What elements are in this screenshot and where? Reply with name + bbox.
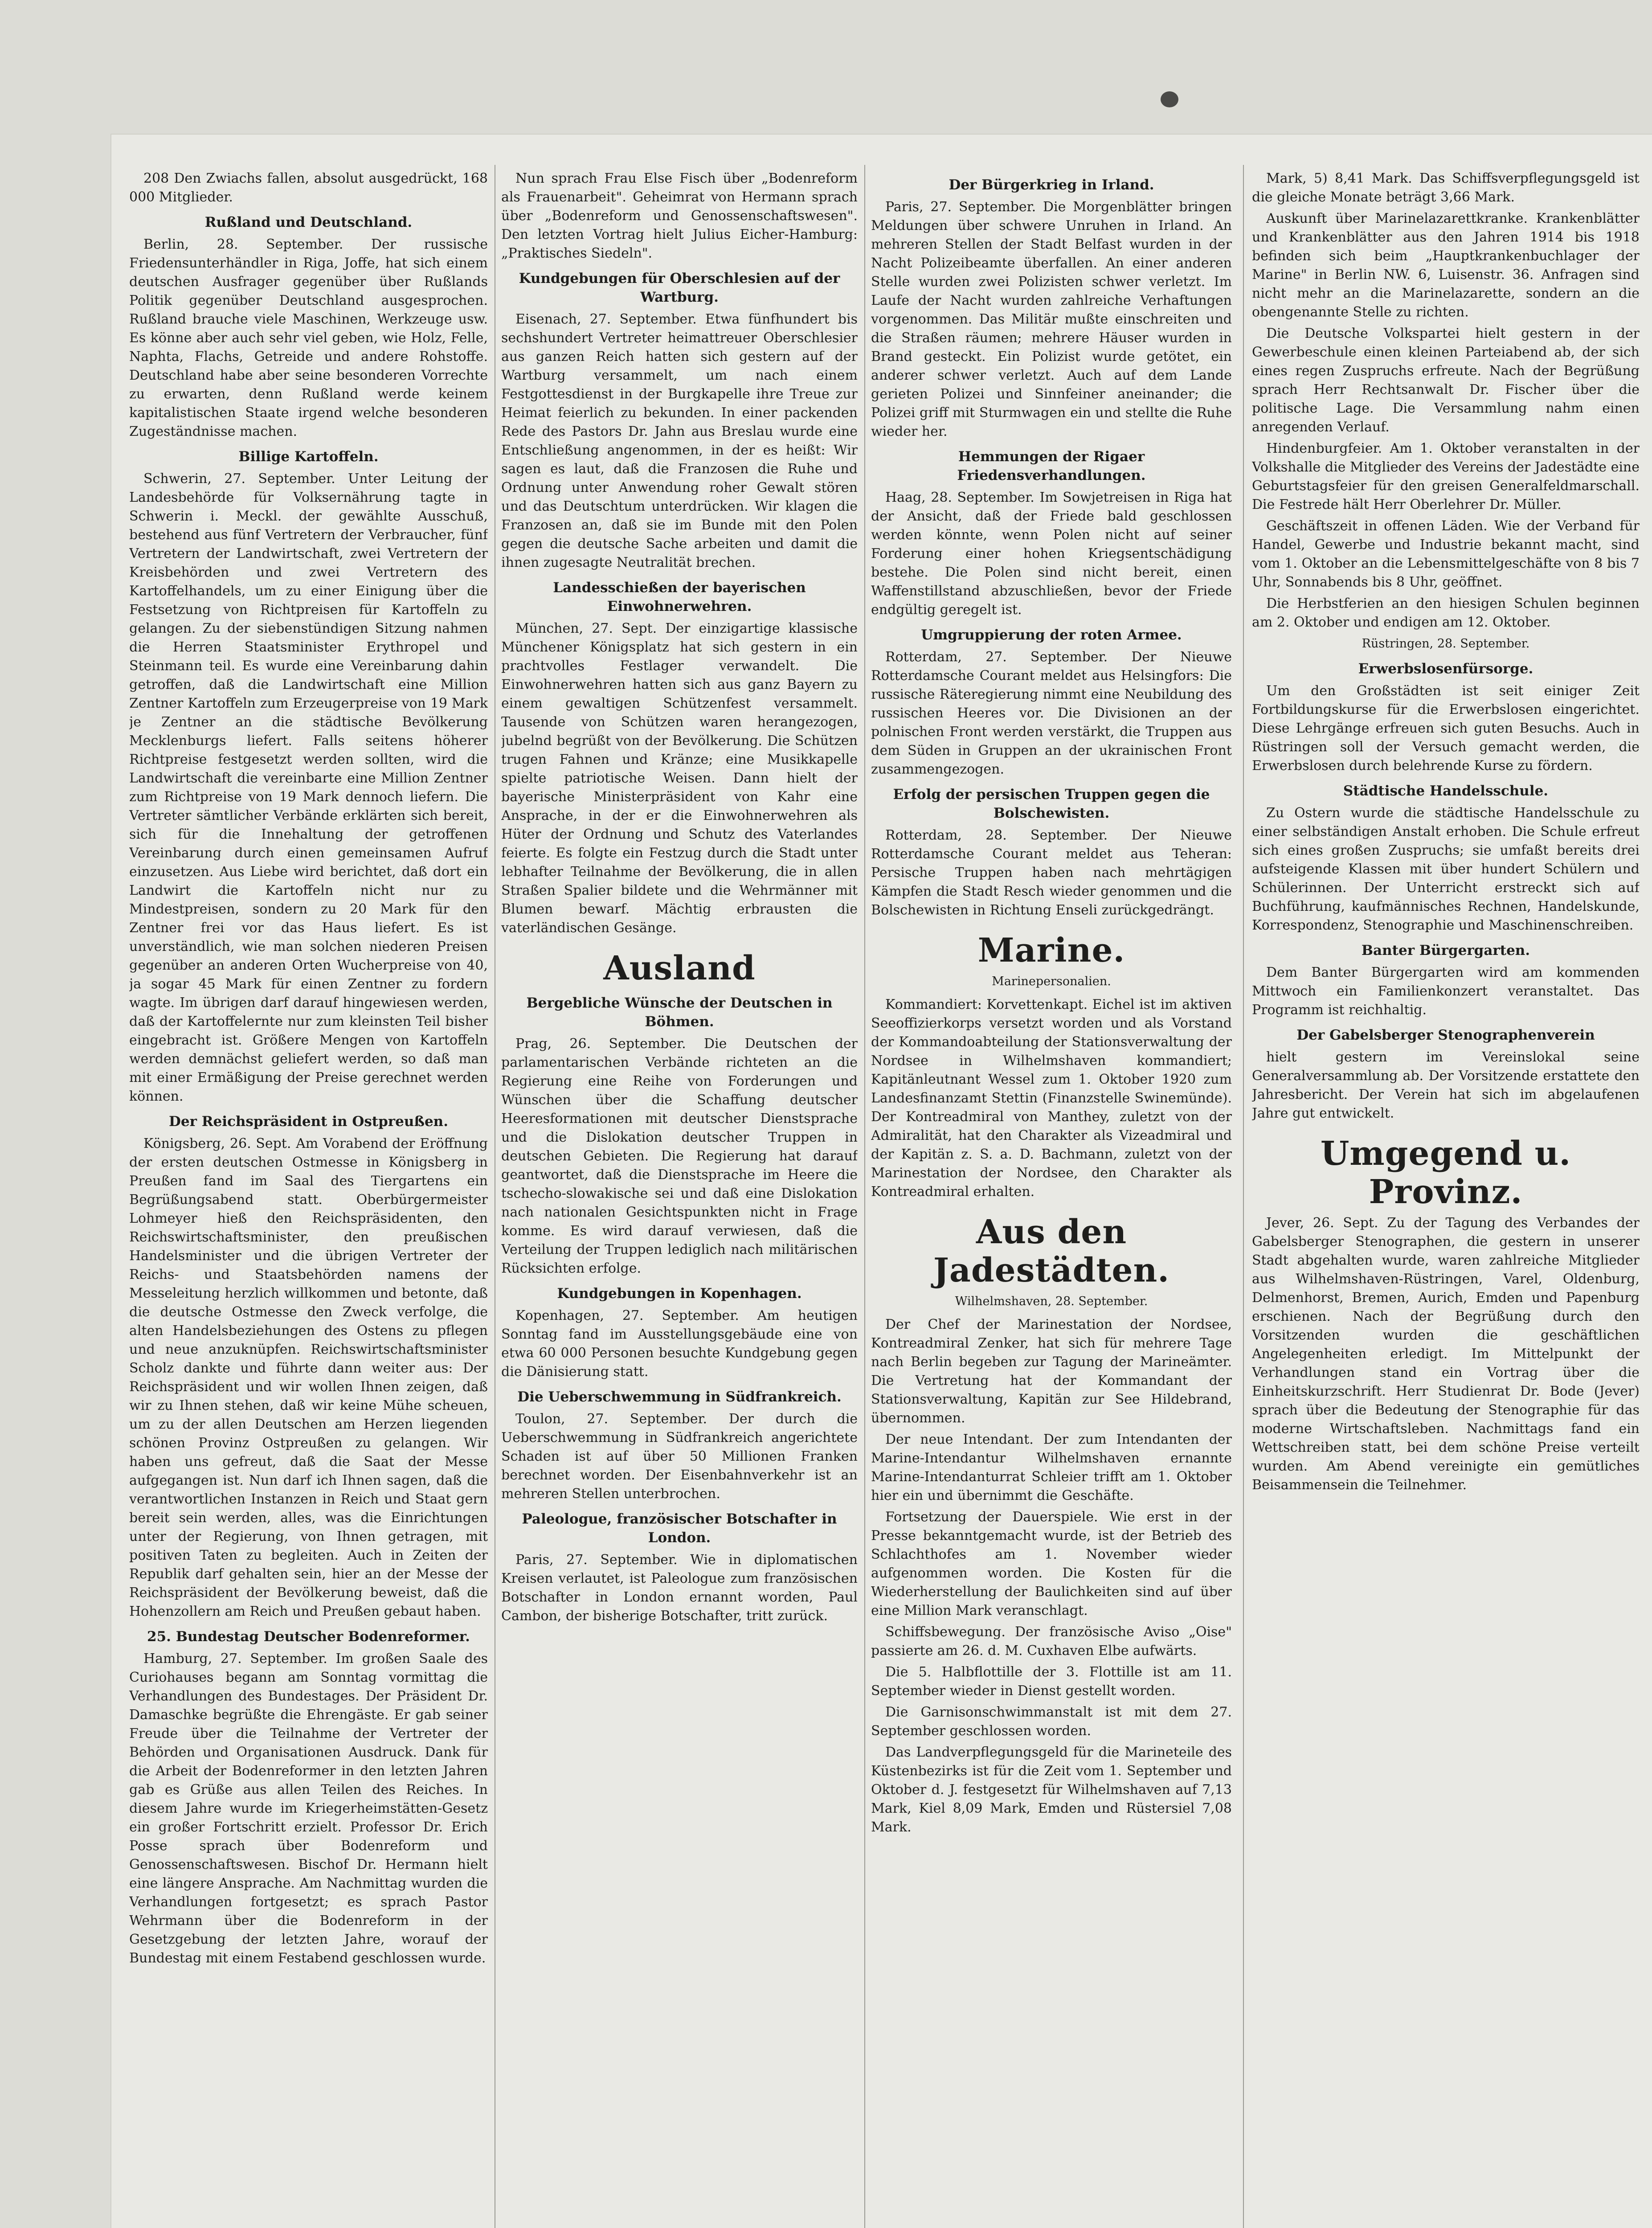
article-text: Nun sprach Frau Else Fisch über „Bodenreform als Frauenarbeit". Geheimrat von Hermann sprach über „Bodenreform und Genossenschaftswesen". Den letzten Vortrag hielt Julius Eicher-Hamburg: „Praktisches Siedeln". bbox=[501, 171, 858, 261]
column-3 bbox=[871, 169, 1232, 2228]
headline: Umgruppierung der roten Armee. bbox=[921, 627, 1182, 643]
article-text: Rotterdam, 27. September. Der Nieuwe Rotterdamsche Courant meldet aus Helsingfors: Die russische Räteregierung nimmt eine Neubildung des russischen Heeres vor. Die Divisionen an der polnischen Front werden verstärkt, die Truppen aus dem Süden in Gruppen an der ukrainischen Front zusammengezogen. bbox=[871, 649, 1232, 777]
article-text: Paris, 27. September. Die Morgenblätter bringen Meldungen über schwere Unruhen in Irland. An mehreren Stellen der Stadt Belfast wurden in der Nacht Polizeibeamte überfallen. An einer anderen Stelle wurden zwei Polizisten schwer verletzt. Im Laufe der Nacht wurden zahlreiche Verhaftungen vorgenommen. Das Militär mußte einschreiten und die Straßen räumen; mehrere Häuser wurden in Brand gesteckt. Ein Polizist wurde getötet, ein anderer schwer verletzt. Auch auf dem Lande gerieten Polizei und Sinnfeiner aneinander; die Polizei griff mit Sturmwagen ein und stellte die Ruhe wieder her. bbox=[871, 199, 1232, 439]
headline: Kundgebungen in Kopenhagen. bbox=[557, 1286, 802, 1302]
article-text: München, 27. Sept. Der einzigartige klassische Münchener Königsplatz hat sich gestern in ein prachtvolles Festlager verwandelt. Die Einwohnerwehren hatten sich aus ganz Bayern zu einem gewaltigen Schützenfest versammelt. Tausende von Schützen waren herangezogen, jubelnd begrüßt von der Bevölkerung. Die Schützen trugen Fahnen und Kränze; eine Musikkapelle spielte patriotische Weisen. Dann hielt der bayerische Ministerpräsident von Kahr eine Ansprache, in der er die Einwohnerwehren als Hüter der Ordnung und Schutz des Vaterlandes feierte. Es folgte ein Festzug durch die Stadt unter lebhafter Teilnahme der Bevölkerung, die in allen Straßen Spalier bildete und die Wehrmänner mit Blumen bewarf. Mächtig erbrausten die vaterländischen Gesänge. bbox=[501, 621, 858, 936]
column-rule bbox=[1243, 165, 1244, 2228]
article-text: Hindenburgfeier. Am 1. Oktober veranstalten in der Volkshalle die Mitglieder des Vereins der Jadestädte eine Geburtstagsfeier für den greisen Generalfeldmarschall. Die Festrede hält Herr Oberlehrer Dr. Müller. bbox=[1252, 441, 1640, 512]
article-text: Rotterdam, 28. September. Der Nieuwe Rotterdamsche Courant meldet aus Teheran: Persische Truppen haben nach mehrtägigen Kämpfen die Stadt Resch wieder genommen und die Bolschewisten in Richtung Enseli zurückgedrängt. bbox=[871, 827, 1232, 918]
article-text: Hamburg, 27. September. Im großen Saale des Curiohauses begann am Sonntag vormittag die Verhandlungen des Bundestages. Der Präsident Dr. Damaschke begrüßte die Ehrengäste. Er gab seiner Freude über die Teilnahme der Vertreter der Behörden und Organisationen Ausdruck. Dank für die Arbeit der Bodenreformer in den letzten Jahren gab es Grüße aus allen Teilen des Reiches. In diesem Jahre wurde im Kriegerheimstätten-Gesetz ein großer Fortschritt erzielt. Professor Dr. Erich Posse sprach über Bodenreform und Genossenschaftswesen. Bischof Dr. Hermann hielt eine längere Ansprache. Am Nachmittag wurden die Verhandlungen fortgesetzt; es sprach Pastor Wehrmann über die Bodenreform in der Gesetzgebung der letzten Jahre, worauf der Bundestag mit einem Festabend geschlossen wurde. bbox=[129, 1651, 488, 1966]
article-text: Paris, 27. September. Wie in diplomatischen Kreisen verlautet, ist Paleologue zum französischen Botschafter in London ernannt worden, Paul Cambon, der bisherige Botschafter, tritt zurück. bbox=[501, 1552, 858, 1624]
article-text: Kommandiert: Korvettenkapt. Eichel ist im aktiven Seeoffizierkorps versetzt worden und als Vorstand der Kommandoabteilung der Stationsverwaltung der Nordsee in Wilhelmshaven kommandiert; Kapitänleutnant Wessel zum 1. Oktober 1920 zum Landesfinanzamt Stettin (Finanzstelle Swinemünde). Der Kontreadmiral von Manthey, zuletzt von der Admiralität, hat den Charakter als Vizeadmiral und der Kapitän z. S. a. D. Bachmann, zuletzt von der Marinestation der Nordsee, den Charakter als Kontreadmiral erhalten. bbox=[871, 997, 1232, 1200]
article-text: 208 Den Zwiachs fallen, absolut ausgedrückt, 168 000 Mitglieder. bbox=[129, 171, 488, 205]
article-text: Die Deutsche Volkspartei hielt gestern in der Gewerbeschule einen kleinen Parteiabend ab, der sich eines regen Zuspruchs erfreute. Nach der Begrüßung sprach Herr Rechtsanwalt Dr. Fischer über die politische Lage. Die Versammlung nahm einen anregenden Verlauf. bbox=[1252, 326, 1640, 435]
column-1 bbox=[129, 169, 488, 2228]
article-text: Berlin, 28. September. Der russische Friedensunterhändler in Riga, Joffe, hat sich einem deutschen Ausfrager gegenüber über Rußlands Politik gegenüber Deutschland ausgesprochen. Rußland brauche viele Maschinen, Werkzeuge usw. Es könne aber auch sehr viel geben, wie Holz, Felle, Naphta, Flachs, Getreide und andere Rohstoffe. Deutschland habe aber seine besonderen Vorrechte zu erwarten, denn Rußland werde keinem kapitalistischen Staate irgend welche besonderen Zugeständnisse machen. bbox=[129, 237, 488, 439]
headline: Die Ueberschwemmung in Südfrankreich. bbox=[517, 1389, 842, 1405]
article-text: Schwerin, 27. September. Unter Leitung der Landesbehörde für Volksernährung tagte in Schwerin i. Meckl. der gewählte Ausschuß, bestehend aus fünf Vertretern der Verbraucher, fünf Vertretern der Landwirtschaft, zwei Vertretern der Kreisbehörden und zwei Vertretern des Kartoffelhandels, um zu einer Einigung über die Festsetzung von Richtpreisen für Kartoffeln zu gelangen. Zu der siebenstündigen Sitzung nahmen die Herren Staatsminister Erythropel und Steinmann teil. Es wurde eine Vereinbarung dahin getroffen, daß die Landwirtschaft eine Million Zentner Kartoffeln zum Erzeugerpreise von 19 Mark je Zentner an die städtische Bevölkerung Mecklenburgs liefert. Falls seitens höherer Richtpreise festgesetzt werden sollten, wird die Landwirtschaft die vereinbarte eine Million Zentner zum Richtpreise von 19 Mark dennoch liefern. Die Vertreter sämtlicher Verbände erklärten sich bereit, sich für die Innehaltung der getroffenen Vereinbarung durch einen gemeinsamen Aufruf einzusetzen. Aus Liebe wird berichtet, daß dort ein Landwirt die Kartoffeln nicht nur zu Mindestpreisen, sondern zu 20 Mark für den Zentner frei vor das Haus liefert. Es ist unverständlich, wie man solchen niederen Preisen gegenüber an anderen Orten Wucherpreise von 40, ja sogar 45 Mark für einen Zentner zu fordern wagte. Im übrigen darf darauf hingewiesen werden, daß der Kartoffelernte nur zum kleinsten Teil bisher eingebracht ist. Größere Mengen von Kartoffeln werden demnächst geliefert werden, so daß man mit einer Ermäßigung der Preise gerechnet werden können. bbox=[129, 471, 488, 1104]
article-text: Die Garnisonschwimmanstalt ist mit dem 27. September geschlossen worden. bbox=[871, 1704, 1232, 1739]
article-text: Dem Banter Bürgergarten wird am kommenden Mittwoch ein Familienkonzert veranstaltet. Das Programm ist reichhaltig. bbox=[1252, 965, 1640, 1018]
dateline: Rüstringen, 28. September. bbox=[1362, 637, 1530, 651]
column-2 bbox=[501, 169, 858, 2228]
article-text: Toulon, 27. September. Der durch die Ueberschwemmung in Südfrankreich angerichtete Schaden ist auf über 50 Millionen Franken berechnet worden. Der Eisenbahnverkehr ist an mehreren Stellen unterbrochen. bbox=[501, 1411, 858, 1502]
section-title: Marine. bbox=[977, 931, 1125, 970]
article-text: Kopenhagen, 27. September. Am heutigen Sonntag fand im Ausstellungsgebäude eine von etwa 60 000 Personen besuchte Kundgebung gegen die Dänisierung statt. bbox=[501, 1308, 858, 1380]
article-text: Mark, 5) 8,41 Mark. Das Schiffsverpflegungsgeld ist die gleiche Monate beträgt 3,66 Mark. bbox=[1252, 171, 1640, 205]
headline: Billige Kartoffeln. bbox=[238, 449, 379, 465]
section-title: Ausland bbox=[603, 949, 756, 987]
article-text: Der neue Intendant. Der zum Intendanten der Marine-Intendantur Wilhelmshaven ernannte Marine-Intendanturrat Schleier trifft am 1. Oktober hier ein und übernimmt die Geschäfte. bbox=[871, 1432, 1232, 1503]
article-text: Fortsetzung der Dauerspiele. Wie erst in der Presse bekanntgemacht wurde, ist der Betrieb des Schlachthofes am 1. November wieder aufgenommen worden. Die Kosten für die Wiederherstellung der Baulichkeiten sind auf über eine Million Mark veranschlagt. bbox=[871, 1509, 1232, 1618]
headline: Der Reichspräsident in Ostpreußen. bbox=[169, 1114, 448, 1130]
headline: 25. Bundestag Deutscher Bodenreformer. bbox=[147, 1629, 470, 1645]
article-text: Haag, 28. September. Im Sowjetreisen in Riga hat der Ansicht, daß der Friede bald geschlossen werden könnte, wenn Polen nicht auf seiner Forderung einer hohen Kriegsentschädigung bestehe. Die Polen sind nicht bereit, einen Waffenstillstand abzuschließen, bevor der Friede endgültig geregelt ist. bbox=[871, 490, 1232, 618]
headline: Landesschießen der bayerischen Einwohnerwehren. bbox=[553, 580, 806, 614]
section-title: Umgegend u. Provinz. bbox=[1320, 1134, 1571, 1211]
article-text: Schiffsbewegung. Der französische Aviso „Oise" passierte am 26. d. M. Cuxhaven Elbe aufwärts. bbox=[871, 1624, 1232, 1659]
headline: Paleologue, französischer Botschafter in London. bbox=[522, 1511, 837, 1546]
headline: Hemmungen der Rigaer Friedensverhandlungen. bbox=[957, 449, 1146, 483]
headline: Der Bürgerkrieg in Irland. bbox=[949, 177, 1154, 193]
column-4 bbox=[1252, 169, 1640, 2228]
section-title: Aus den Jadestädten. bbox=[933, 1213, 1170, 1290]
article-text: Prag, 26. September. Die Deutschen der parlamentarischen Verbände richteten an die Regierung eine Reihe von Forderungen und Wünschen über die Schaffung deutscher Heeresformationen mit deutscher Dienstsprache und die Dislokation deutscher Truppen in deutschen Gebieten. Die Regierung hat darauf geantwortet, daß die Dienstsprache im Heere die tschecho-slowakische sei und daß eine Dislokation nach nationalen Gesichtspunkten nicht in Frage komme. Es wird darauf verwiesen, daß die Verteilung der Truppen lediglich nach militärischen Rücksichten erfolge. bbox=[501, 1036, 858, 1276]
article-text: Geschäftszeit in offenen Läden. Wie der Verband für Handel, Gewerbe und Industrie bekannt macht, sind vom 1. Oktober an die Lebensmittelgeschäfte von 8 bis 7 Uhr, Sonnabends bis 8 Uhr, geöffnet. bbox=[1252, 518, 1640, 590]
headline: Rußland und Deutschland. bbox=[204, 214, 413, 230]
headline: Erwerbslosenfürsorge. bbox=[1358, 661, 1533, 677]
headline: Kundgebungen für Oberschlesien auf der Wartburg. bbox=[519, 270, 840, 305]
headline: Banter Bürgergarten. bbox=[1361, 942, 1530, 958]
article-text: Königsberg, 26. Sept. Am Vorabend der Eröffnung der ersten deutschen Ostmesse in Königsberg in Preußen fand im Saal des Tiergartens ein Begrüßungsabend statt. Oberbürgermeister Lohmeyer hieß den Reichspräsidenten, den Reichswirtschaftsminister, den preußischen Handelsminister und die übrigen Vertreter der Reichs- und Staatsbehörden namens der Messeleitung herzlich willkommen und betonte, daß die deutsche Ostmesse den Zweck verfolge, die alten Handelsbeziehungen des Ostens zu pflegen und neue anzuknüpfen. Reichswirtschaftsminister Scholz dankte und führte dann weiter aus: Der Reichspräsident und wir wollen Ihnen zeigen, daß wir zu Ihnen stehen, daß wir keine Mühe scheuen, um zu der allen Deutschen am Herzen liegenden schönen Provinz Ostpreußen zu gelangen. Wir haben uns gefreut, daß die Saat der Messe aufgegangen ist. Nun darf ich Ihnen sagen, daß die verantwortlichen Instanzen in Reich und Staat gern bereit sein werden, alles, was die Einrichtungen unter der Regierung, von Ihnen getragen, mit positiven Taten zu begleiten. Auch in Zeiten der Republik darf gehalten sein, hier an der Messe der Reichspräsident der Bevölkerung beweist, daß die Hohenzollern am Reich und Preußen gebaut haben. bbox=[129, 1136, 488, 1619]
article-text: Um den Großstädten ist seit einiger Zeit Fortbildungskurse für die Erwerbslosen eingerichtet. Diese Lehrgänge erfreuen sich guten Besuchs. Auch in Rüstringen soll der Versuch gemacht werden, die Erwerbslosen durch belehrende Kurse zu fördern. bbox=[1252, 683, 1640, 774]
headline: Städtische Handelsschule. bbox=[1343, 783, 1549, 799]
article-text: Die 5. Halbflottille der 3. Flottille ist am 11. September wieder in Dienst gestellt worden. bbox=[871, 1664, 1232, 1699]
article-text: Eisenach, 27. September. Etwa fünfhundert bis sechshundert Vertreter heimattreuer Oberschlesier aus ganzen Reich hatten sich gestern auf der Wartburg versammelt, um nach einem Festgottesdienst in der Burgkapelle ihre Treue zur Heimat feierlich zu bekunden. In einer packenden Rede des Pastors Dr. Jahn aus Breslau wurde eine Entschließung angenommen, in der es heißt: Wir sagen es laut, daß die Franzosen die Ruhe und Ordnung unter Anwendung roher Gewalt stören und das Deutschtum unterdrücken. Wir klagen die Franzosen an, daß sie im Bunde mit den Polen gegen die deutsche Sache arbeiten und damit die ihnen zugesagte Neutralität brechen. bbox=[501, 311, 858, 570]
column-rule bbox=[864, 165, 865, 2228]
dateline: Wilhelmshaven, 28. September. bbox=[955, 1294, 1148, 1308]
article-text: Jever, 26. Sept. Zu der Tagung des Verbandes der Gabelsberger Stenographen, die gestern in unserer Stadt abgehalten wurde, waren zahlreiche Mitglieder aus Wilhelmshaven-Rüstringen, Varel, Oldenburg, Delmenhorst, Bremen, Aurich, Emden und Papenburg erschienen. Nach der Begrüßung durch den Vorsitzenden wurden die geschäftlichen Angelegenheiten erledigt. Im Mittelpunkt der Verhandlungen stand ein Vortrag über die Einheitskurzschrift. Herr Studienrat Dr. Bode (Jever) sprach über die Bedeutung der Stenographie für das moderne Wirtschaftsleben. Nachmittags fand ein Wettschreiben statt, bei dem schöne Preise verteilt wurden. Am Abend vereinigte ein gemütliches Beisammensein die Teilnehmer. bbox=[1252, 1215, 1640, 1493]
article-text: Der Chef der Marinestation der Nordsee, Kontreadmiral Zenker, hat sich für mehrere Tage nach Berlin begeben zur Tagung der Marineämter. Die Vertretung hat der Kommandant der Stationsverwaltung, Kapitän zur See Hildebrand, übernommen. bbox=[871, 1317, 1232, 1426]
headline: Bergebliche Wünsche der Deutschen in Böhmen. bbox=[526, 995, 833, 1030]
punch-hole bbox=[1161, 91, 1178, 107]
article-text: Auskunft über Marinelazarettkranke. Krankenblätter und Krankenblätter aus den Jahren 1914 bis 1918 befinden sich beim „Hauptkrankenbuchlager der Marine" in Berlin NW. 6, Luisenstr. 36. Anfragen sind nicht mehr an die Marinelazarette, sondern an die obengenannte Stelle zu richten. bbox=[1252, 211, 1640, 320]
article-text: Das Landverpflegungsgeld für die Marineteile des Küstenbezirks ist für die Zeit vom 1. September und Oktober d. J. festgesetzt für Wilhelmshaven auf 7,13 Mark, Kiel 8,09 Mark, Emden und Rüstersiel 7,08 Mark. bbox=[871, 1745, 1232, 1835]
headline: Der Gabelsberger Stenographenverein bbox=[1296, 1027, 1595, 1043]
headline: Erfolg der persischen Truppen gegen die Bolschewisten. bbox=[893, 786, 1210, 821]
section-subtitle: Marinepersonalien. bbox=[992, 975, 1111, 988]
article-text: Die Herbstferien an den hiesigen Schulen beginnen am 2. Oktober und endigen am 12. Oktober. bbox=[1252, 596, 1640, 630]
article-text: Zu Ostern wurde die städtische Handelsschule zu einer selbständigen Anstalt erhoben. Die Schule erfreut sich eines großen Zuspruchs; sie umfaßt bereits drei aufsteigende Klassen mit über hundert Schülern und Schülerinnen. Der Unterricht erstreckt sich auf Buchführung, kaufmännisches Rechnen, Handelskunde, Korrespondenz, Stenographie und Maschinenschreiben. bbox=[1252, 805, 1640, 933]
article-text: hielt gestern im Vereinslokal seine Generalversammlung ab. Der Vorsitzende erstattete den Jahresbericht. Der Verein hat sich im abgelaufenen Jahre gut entwickelt. bbox=[1252, 1049, 1640, 1121]
